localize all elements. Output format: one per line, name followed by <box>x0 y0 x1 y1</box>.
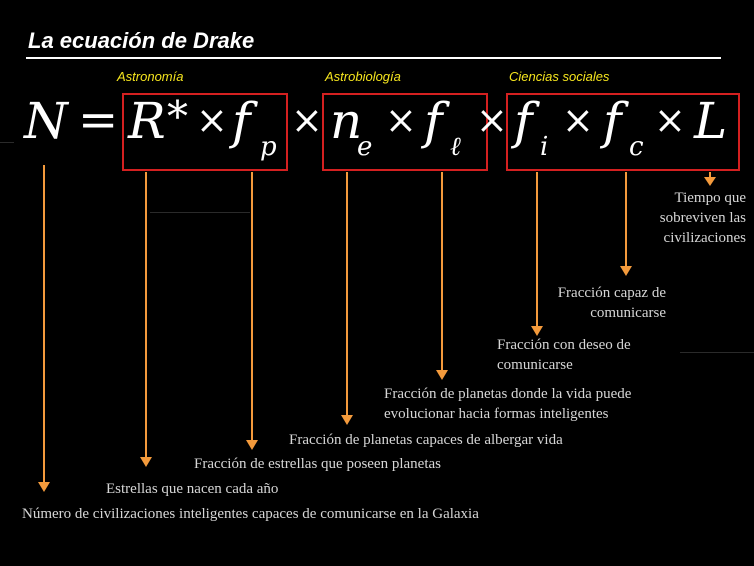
subscript-l: ℓ <box>450 132 461 162</box>
label-fi: Fracción con deseo de comunicarse <box>497 337 631 373</box>
times-sign: × <box>562 98 594 142</box>
subscript-p: p <box>260 132 277 162</box>
term-L: L <box>694 92 728 150</box>
category-astrobiology: Astrobiología <box>325 69 401 84</box>
equals-sign: = <box>78 92 119 148</box>
term-N: N <box>24 92 68 150</box>
term-R: R <box>128 92 166 150</box>
subscript-e: e <box>357 132 373 162</box>
times-sign: × <box>291 98 323 142</box>
label-fp: Fracción de estrellas que poseen planetas <box>194 456 441 472</box>
label-fc: Fracción capaz de comunicarse <box>557 285 666 321</box>
subscript-i: i <box>540 132 549 162</box>
label-ne: Fracción de planetas capaces de albergar vida <box>289 432 563 448</box>
arrow-fl <box>436 172 448 380</box>
label-N: Número de civilizaciones inteligentes capaces de comunicarse en la Galaxia <box>22 506 479 522</box>
arrow-fi <box>531 172 543 336</box>
category-astronomy: Astronomía <box>117 69 184 84</box>
term-f: f <box>232 92 251 150</box>
arrow-N <box>38 165 50 492</box>
arrow-fp <box>246 172 258 450</box>
arrow-ne <box>341 172 353 425</box>
label-fl: Fracción de planetas donde la vida puede evolucionar hacia formas inteligentes <box>384 386 632 422</box>
term-f: f <box>424 92 443 150</box>
times-sign: × <box>196 98 228 142</box>
arrow-L <box>704 172 716 186</box>
subscript-c: c <box>629 132 644 162</box>
label-R: Estrellas que nacen cada año <box>106 481 279 497</box>
times-sign: × <box>385 98 417 142</box>
star-symbol: * <box>167 92 188 141</box>
times-sign: × <box>654 98 686 142</box>
term-f: f <box>603 92 622 150</box>
term-f: f <box>514 92 533 150</box>
arrow-fc <box>620 172 632 276</box>
term-n: n <box>330 92 363 150</box>
times-sign: × <box>476 98 508 142</box>
label-L: Tiempo que sobreviven las civilizaciones <box>659 190 746 246</box>
arrow-R <box>140 172 152 467</box>
category-social-sciences: Ciencias sociales <box>509 69 610 84</box>
diagram-title: La ecuación de Drake <box>28 28 255 53</box>
